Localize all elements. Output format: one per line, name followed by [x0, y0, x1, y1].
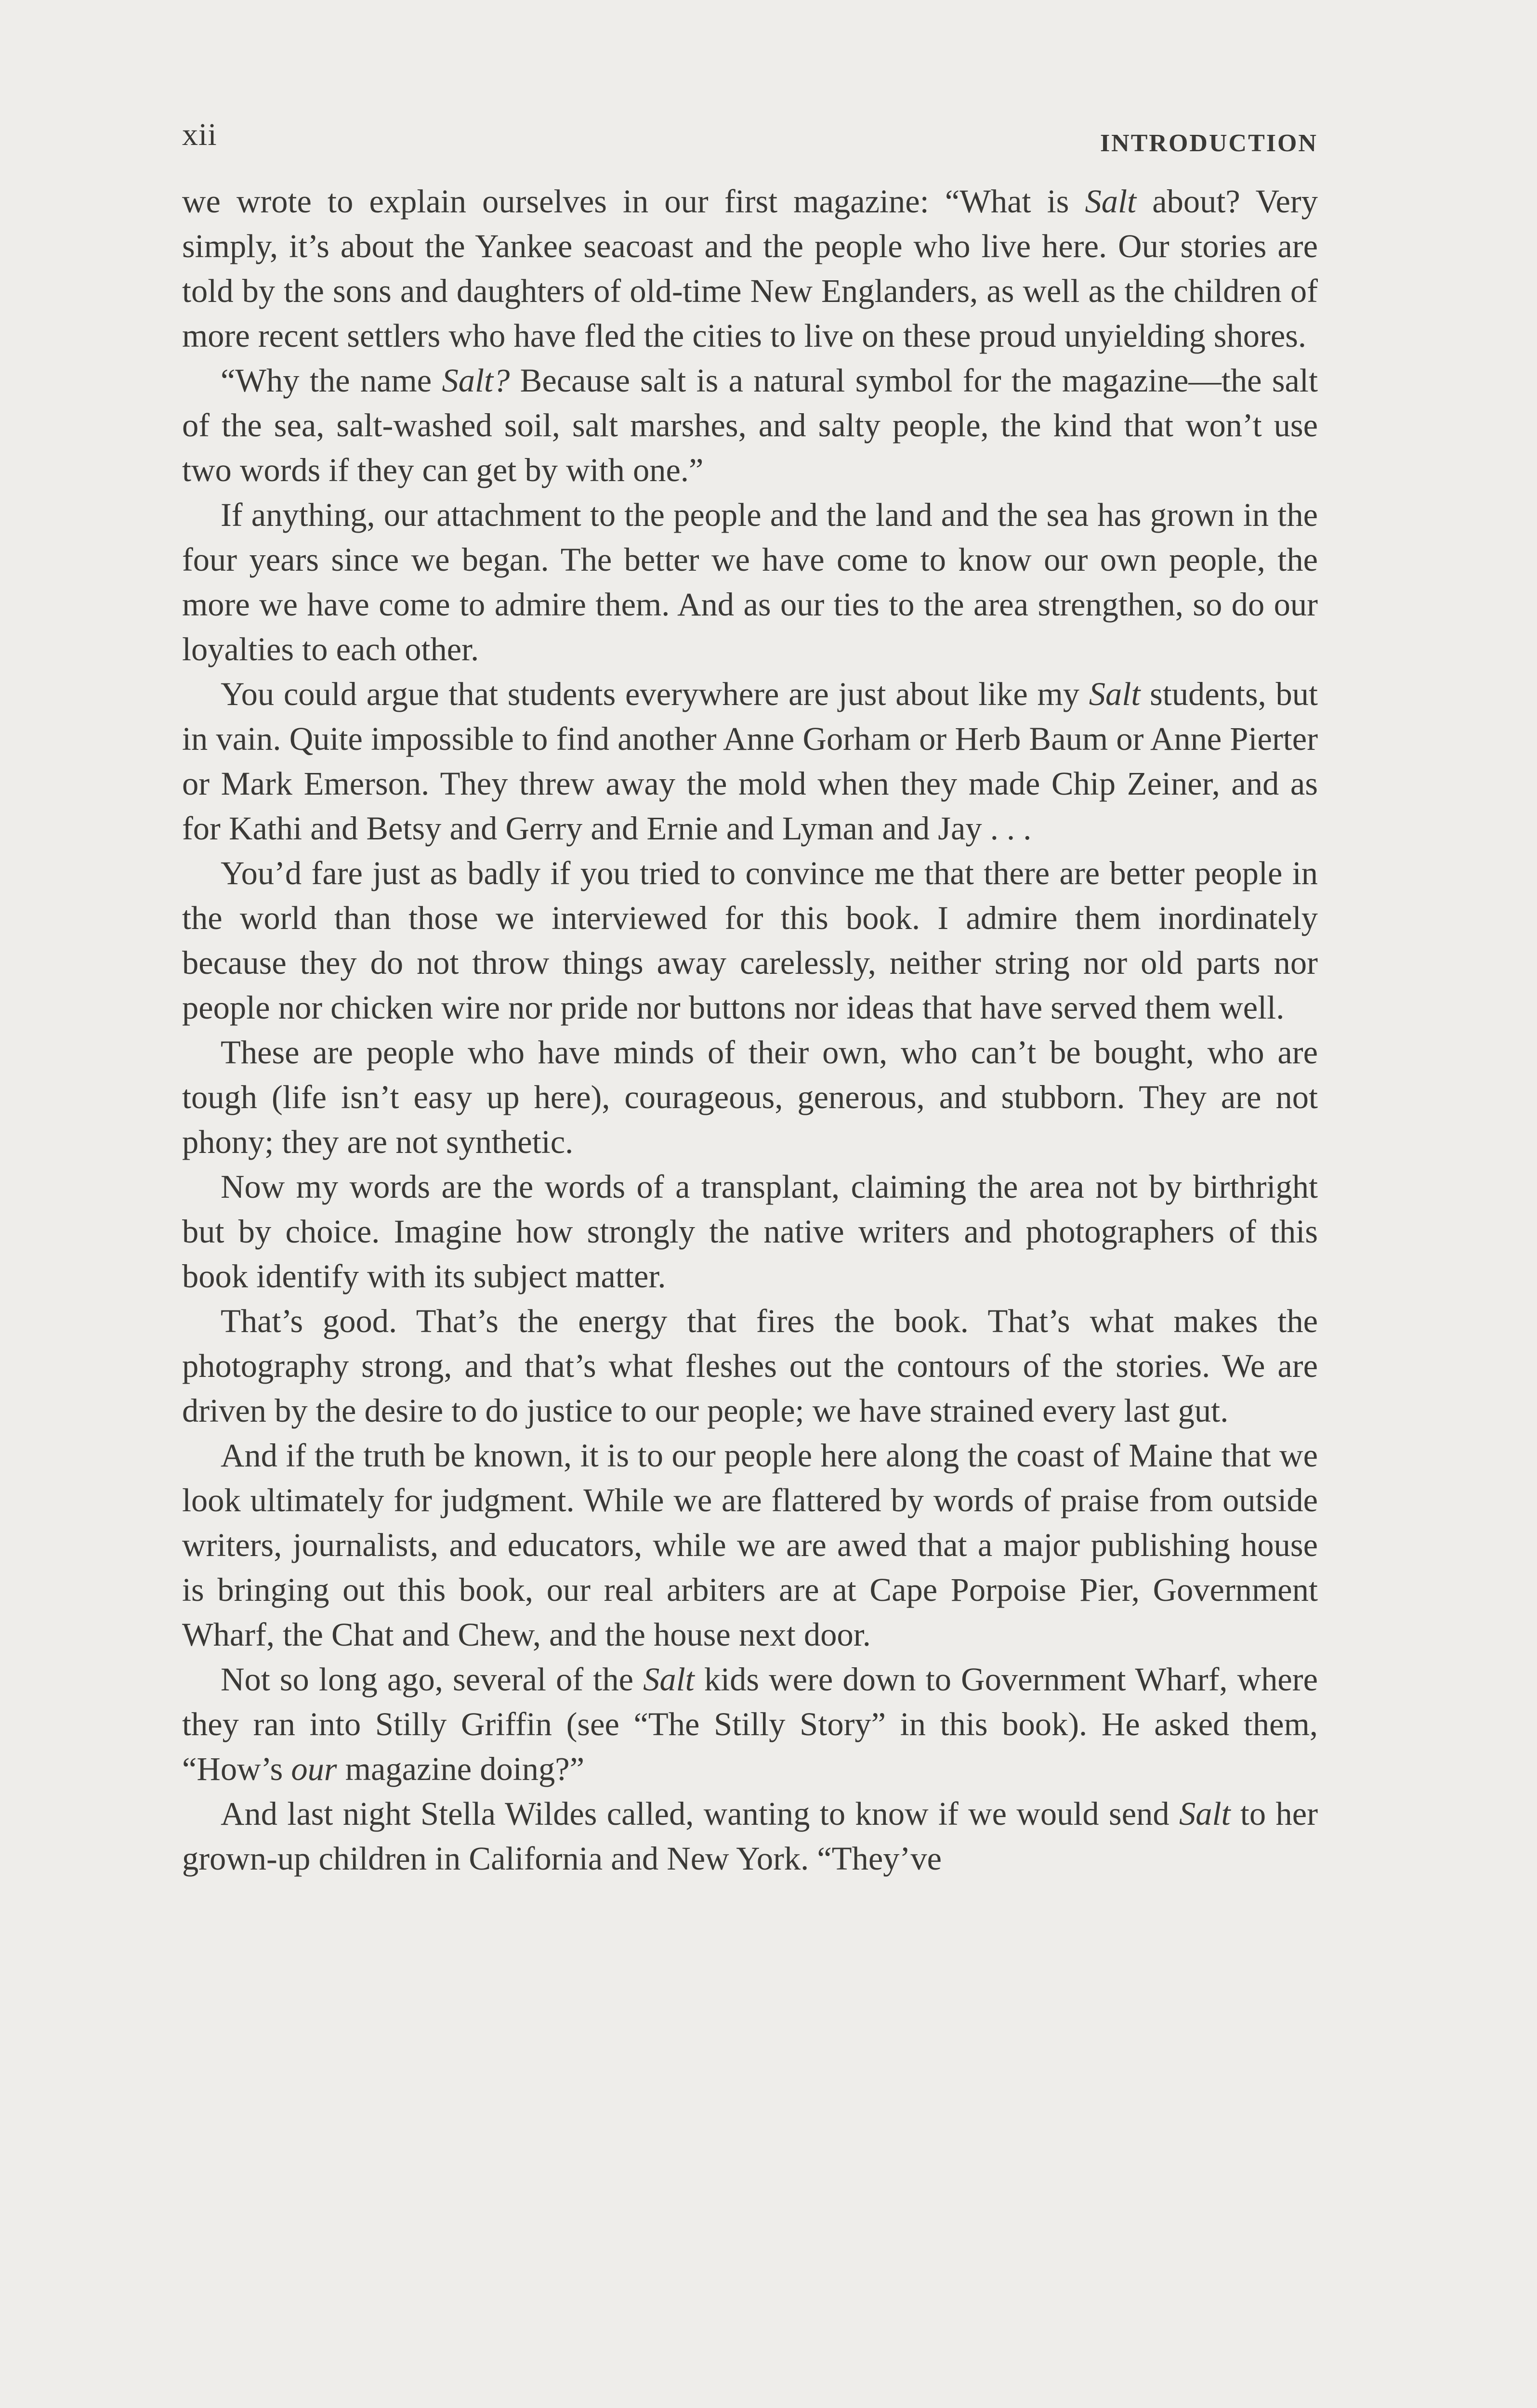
text-run: we wrote to explain ourselves in our first magazine: “What is — [182, 183, 1085, 220]
paragraph-1 — [182, 179, 1318, 358]
running-head — [182, 116, 1318, 164]
page-number: xii — [182, 117, 217, 152]
paragraph-9 — [182, 1433, 1318, 1657]
text-run: kids were down to Government Wharf, where they ran into Stilly Griffin (see “The Stilly Story” in this book). He asked them, “How’s — [182, 1661, 1318, 1787]
text-run: You could argue that students everywhere are just about like my — [221, 676, 1089, 712]
italic-text: Salt — [1179, 1795, 1231, 1832]
paragraph-5 — [182, 851, 1318, 1030]
paragraph-6 — [182, 1030, 1318, 1165]
paragraph-2 — [182, 358, 1318, 493]
paragraph-11 — [182, 1792, 1318, 1881]
text-run: students, but in vain. Quite impossible to find another Anne Gorham or Herb Baum or Anne Pierter or Mark Emerson. They threw away the mold when they made Chip Zeiner, and as for Kathi and Betsy and Gerry and Ernie and Lyman and Jay . . . — [182, 676, 1318, 847]
text-run: These are people who have minds of their own, who can’t be bought, who are tough (life isn’t easy up here), courageous, generous, and stubborn. They are not phony; they are not synthetic. — [182, 1034, 1318, 1160]
italic-text: Salt — [643, 1661, 695, 1698]
text-run: “Why the name — [221, 362, 442, 399]
text-run: about? Very simply, it’s about the Yankee seacoast and the people who live here. Our stories are told by the sons and daughters of old-time New Englanders, as well as the children of more recent settlers who have fled the cities to live on these proud unyielding shores. — [182, 183, 1318, 354]
paragraph-10 — [182, 1657, 1318, 1792]
text-run: If anything, our attachment to the people and the land and the sea has grown in the four years since we began. The better we have come to know our own people, the more we have come to admire them. And as our ties to the area strengthen, so do our loyalties to each other. — [182, 497, 1318, 667]
italic-text: Salt — [1089, 676, 1141, 712]
text-run: to her grown-up children in California and New York. “They’ve — [182, 1795, 1318, 1877]
text-run: And if the truth be known, it is to our people here along the coast of Maine that we look ultimately for judgment. While we are flattered by words of praise from outside writers, journalists, and educators, while we are awed that a major publishing house is bringing out this book, our real arbiters are at Cape Porpoise Pier, Government Wharf, the Chat and Chew, and the house next door. — [182, 1437, 1318, 1653]
italic-text: Salt — [1085, 183, 1137, 220]
body-text — [182, 179, 1318, 1881]
text-run: Because salt is a natural symbol for the magazine—the salt of the sea, salt-washed soil, salt marshes, and salty people, the kind that won’t use two words if they can get by with one.” — [182, 362, 1318, 488]
text-run: That’s good. That’s the energy that fires the book. That’s what makes the photography strong, and that’s what fleshes out the contours of the stories. We are driven by the desire to do justice to our people; we have strained every last gut. — [182, 1303, 1318, 1429]
section-title: INTRODUCTION — [1100, 130, 1318, 157]
paragraph-3 — [182, 493, 1318, 672]
text-run: Not so long ago, several of the — [221, 1661, 644, 1698]
paragraph-8 — [182, 1299, 1318, 1433]
text-run: And last night Stella Wildes called, wanting to know if we would send — [221, 1795, 1179, 1832]
italic-text: Salt? — [442, 362, 510, 399]
text-run: You’d fare just as badly if you tried to convince me that there are better people in the world than those we interviewed for this book. I admire them inordinately because they do not throw things away carelessly, neither string nor old parts nor people nor chicken wire nor pride nor buttons nor ideas that have served them well. — [182, 855, 1318, 1026]
text-run: magazine doing?” — [337, 1751, 585, 1787]
paragraph-7 — [182, 1165, 1318, 1299]
text-run: Now my words are the words of a transplant, claiming the area not by birthright but by choice. Imagine how strongly the native writers and photographers of this book identify with its subject matter. — [182, 1168, 1318, 1295]
italic-text: our — [291, 1751, 337, 1787]
paragraph-4 — [182, 672, 1318, 851]
